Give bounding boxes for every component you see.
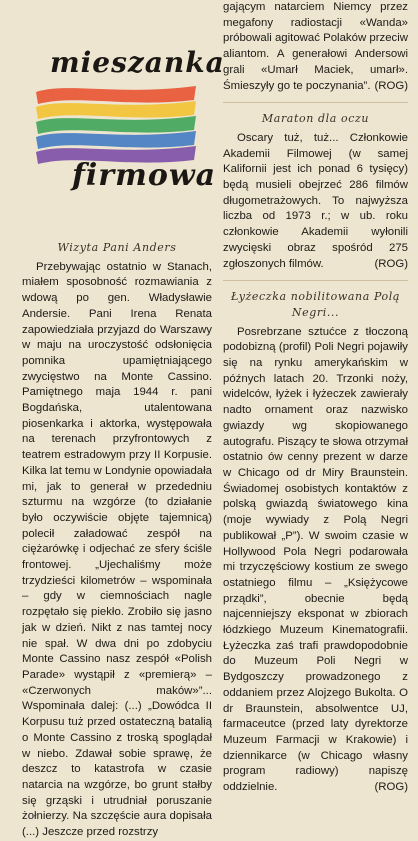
article-title: Łyżeczka nobilitowana Polą Negri...: [230, 290, 401, 319]
article-title: Maraton dla oczu: [261, 112, 370, 126]
brush-stripe: [36, 86, 196, 104]
column-logo: [28, 38, 225, 218]
article-paragraph: Posrebrzane sztućce z tłoczoną podobizną (profil) Poli Negri pojawiły się na rynku amerykańskim w późnych latach 20. Trzonki noży, widelców, łyżek i łyżeczek zawierały nadto ornament oraz nazwisko gwiazdy wg skopiowanego autografu. Piszący te słowa otrzymał ostatnio ów cenny prezent w darze w Chicago od dr Miry Braunstein. Świadomej osobistych kontaktów z polską gwiazdą światowego kina (moje wywiady z Polą Negri publikował „P”). W swoim czasie w Hollywood Pola Negri podarowała mi trzyczęściowy kostium ze swego ostatniego filmu – „Księżycowe prządki”, obecnie będą najcenniejszy eksponat w zbiorach łódzkiego Muzeum Kinematografii. Łyżeczka zaś trafi prawdopodobnie do Muzeum Poli Negri w Bydgoszczy prowadzonego z oddaniem przez Alojzego Bukolta. O dr Braunstein, absolwentce UJ, farmaceutce (przed laty dyrektorze Muzeum Farmacji w Krakowie) i dziennikarce (w Chicago własny program radiowy) napiszę oddzielnie. (ROG): [223, 325, 408, 796]
signature: (ROG): [374, 79, 408, 92]
article-paragraph-continued: gającym natarciem Niemcy przez megafony radiostacji «Wanda» próbowali agitować Polaków przeciw aliantom. A generałowi Andersowi grali «Umarł Maciek, umarł». Śmieszyły go te poczynania”. (ROG): [223, 0, 408, 94]
brush-stripe: [36, 116, 196, 134]
article-paragraph: Przebywając ostatnio w Stanach, miałem sposobność rozmawiania z wdową po gen. Władysławie Andersie. Pani Irena Renata zapowiedziała przyjazd do Warszawy w maju na uroczystość odsłonięcia pomnika upamiętniającego zwycięstwo na Monte Cassino. Pamiętnego maja 1944 r. pani Bogdańska, utalentowana piosenkarka i aktorka, występowała na terenach przyfrontowych z teatrem estradowym przy II Korpusie. Kilka lat temu w Londynie opowiadała mi, jak to generał w przededniu szturmu na wzgórze (to działanie było oczywiście objęte tajemnicą) polecił załadować zespół na ciężarówkę i odjechać ze sfery ściśle frontowej. „Ujechaliśmy może trzydzieści kilometrów – wspominała – gdy w ciemnościach nagle rozpętało się piekło. Zrobiło się jasno jak w dzień. Nikt z nas tamtej nocy nie spał. W dwa dni po zdobyciu Monte Cassino nasz zespół «Polish Parade» wystąpił z «premierą» – «Czerwonych maków»”... Wspominała dalej: (...) „Dowódca II Korpusu tuż przed ostateczną batalią o Monte Cassino z troską spoglądał w niebo. Zdawał sobie sprawę, że deszcz to katastrofa w czasie natarcia na wzgórze, bo grunt stałby się grząski i utrudniał poruszanie żołnierzy. Na szczęście aura dopisała (...) Jeszcze przed rozstrzy: [22, 260, 212, 839]
logo-word-bottom: firmowa: [72, 158, 217, 193]
divider: [223, 102, 408, 103]
signature: (ROG): [374, 257, 408, 270]
article-title: Wizyta Pani Anders: [57, 241, 177, 254]
brush-stripe: [36, 101, 196, 119]
brush-stripe: [36, 131, 196, 149]
logo-word-top: mieszanka: [50, 46, 225, 79]
left-column: [22, 240, 212, 841]
divider: [223, 280, 408, 281]
signature: (ROG): [374, 781, 408, 794]
article-paragraph: Oscary tuż, tuż... Członkowie Akademii Filmowej (w samej Kalifornii jest ich ponad 6 tysięcy) będą musieli obejrzeć 286 filmów długometrażowych. To najwyższa liczba od 1973 r.; w ub. roku członkowie Akademii wyłonili zwycięski obraz spośród 275 zgłoszonych filmów. (ROG): [223, 131, 408, 272]
right-column: [223, 0, 408, 796]
